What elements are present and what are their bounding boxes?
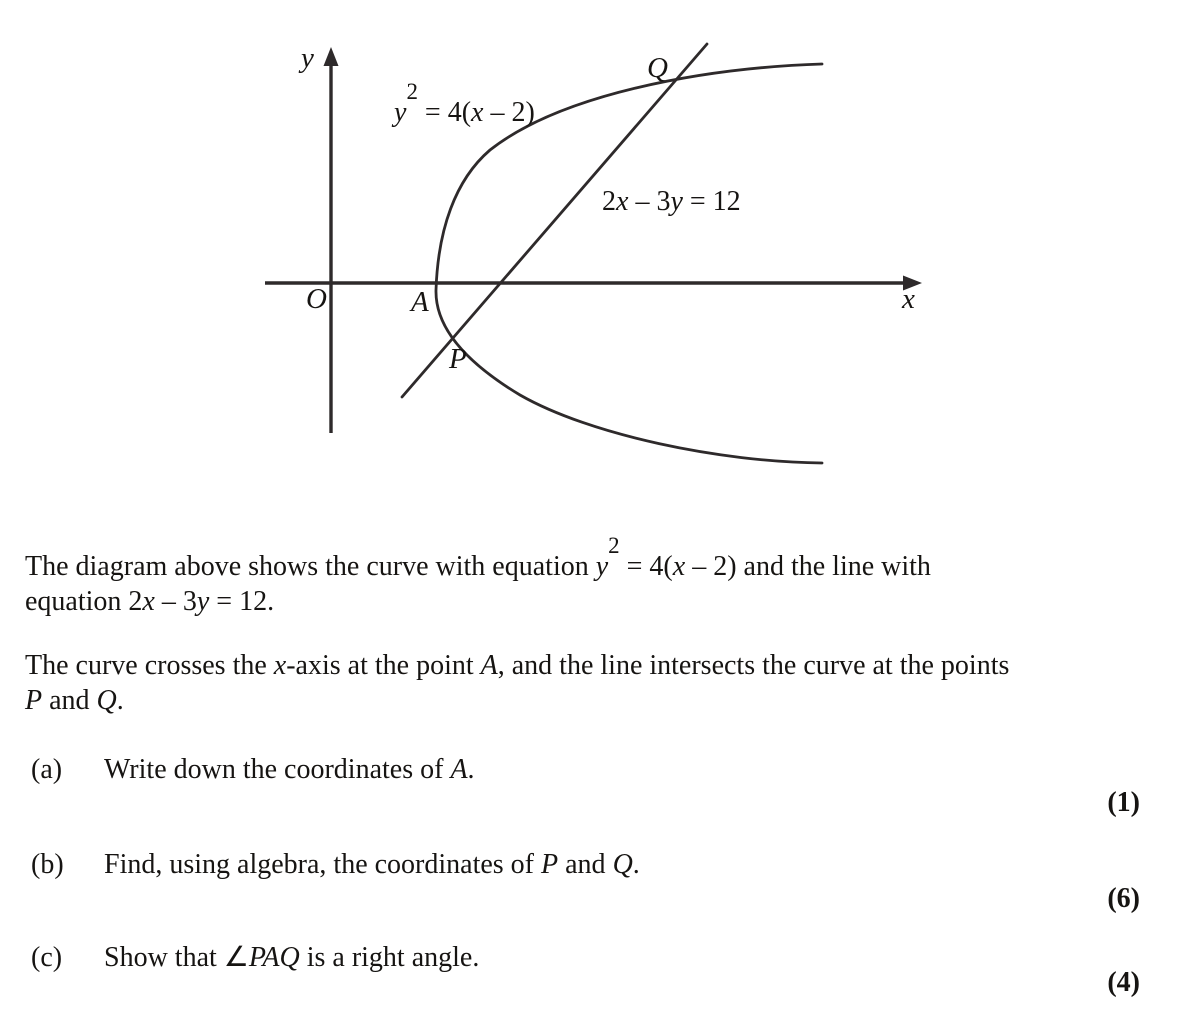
- point-p-label: P: [449, 343, 467, 375]
- part-b-text: Find, using algebra, the coordinates of P and Q.: [104, 849, 640, 880]
- curve-equation-label: $y^2 = 4(x - 2)$: [394, 79, 535, 128]
- y-axis-arrowhead: [324, 47, 339, 66]
- part-a-marks: (1): [1107, 787, 1140, 818]
- y-axis-label: y: [301, 42, 314, 74]
- part-c-label: (c): [31, 942, 63, 973]
- point-a-label: A: [411, 286, 429, 318]
- line-equation-label: 2x – 3y = 12: [602, 186, 741, 217]
- part-c-text: Show that ∠PAQ is a right angle.: [104, 942, 480, 973]
- problem-statement-2: The curve crosses the x-axis at the point A, and the line intersects the curve at the points P and Q.: [25, 650, 1010, 716]
- origin-label: O: [306, 283, 327, 315]
- x-axis-label: x: [902, 283, 915, 315]
- part-a-text: Write down the coordinates of A.: [104, 754, 475, 785]
- part-b-label: (b): [31, 849, 64, 880]
- part-b-marks: (6): [1107, 883, 1140, 914]
- part-c-marks: (4): [1107, 967, 1140, 998]
- point-q-label: Q: [647, 52, 668, 84]
- part-a-label: (a): [31, 754, 63, 785]
- problem-statement-1: The diagram above shows the curve with equation $y^2 = 4(x - 2)$ and the line with equation 2x – 3y = 12.: [25, 533, 931, 617]
